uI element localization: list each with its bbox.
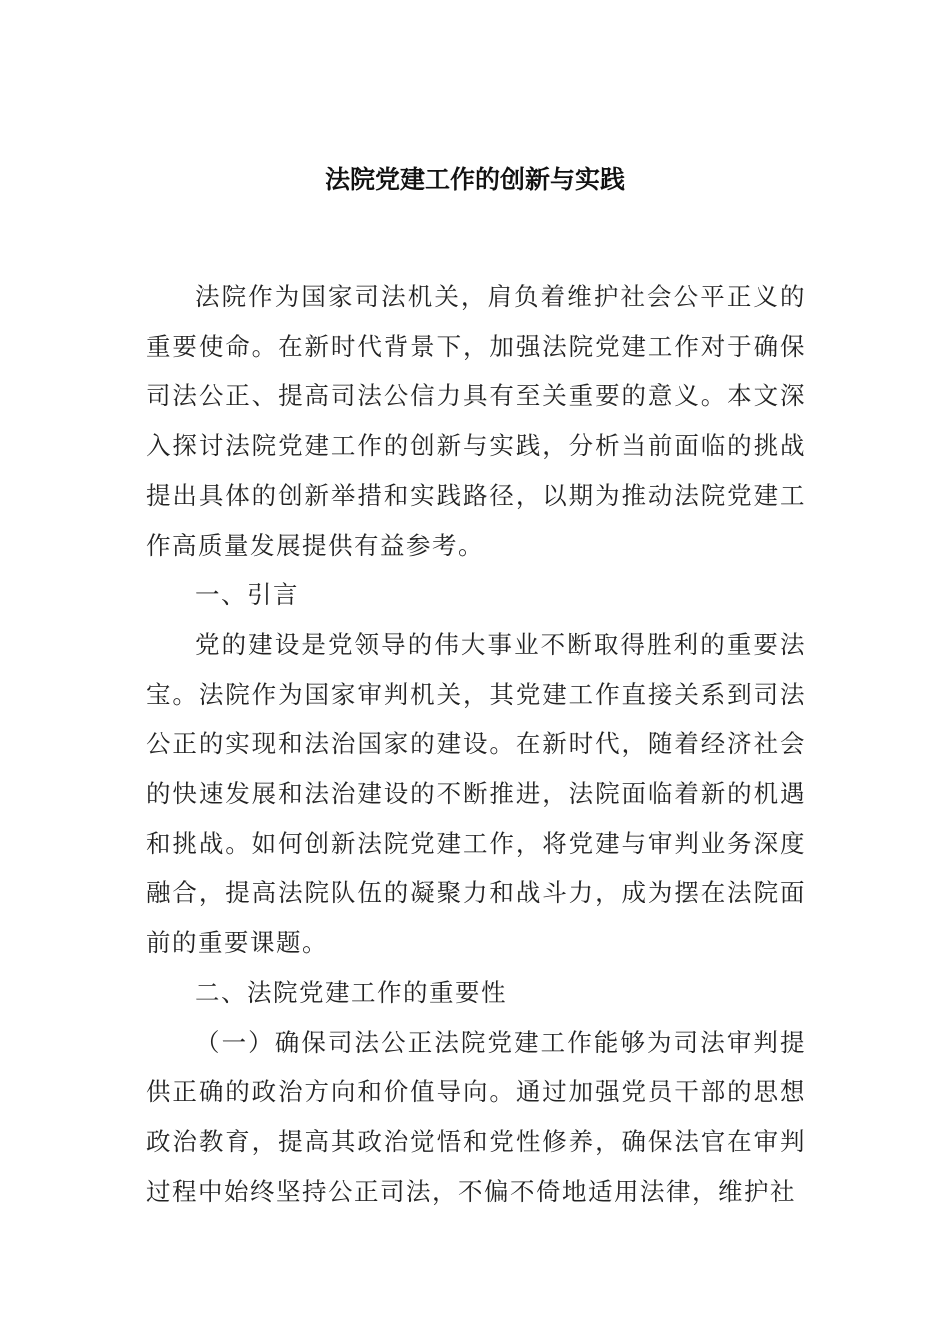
document-body (146, 272, 806, 1216)
paragraph-abstract: 法院作为国家司法机关，肩负着维护社会公平正义的重要使命。在新时代背景下，加强法院党建工作对于确保司法公正、提高司法公信力具有至关重要的意义。本文深入探讨法院党建工作的创新与实践，分析当前面临的挑战提出具体的创新举措和实践路径，以期为推动法院党建工作高质量发展提供有益参考。 (146, 282, 806, 560)
section-heading-introduction: 一、引言 (195, 580, 299, 610)
document-title: 法院党建工作的创新与实践 (324, 165, 625, 194)
paragraph-introduction: 党的建设是党领导的伟大事业不断取得胜利的重要法宝。法院作为国家审判机关，其党建工作直接关系到司法公正的实现和法治国家的建设。在新时代，随着经济社会的快速发展和法治建设的不断推进，法院面临着新的机遇和挑战。如何创新法院党建工作，将党建与审判业务深度融合，提高法院队伍的凝聚力和战斗力，成为摆在法院面前的重要课题。 (146, 629, 806, 958)
section-heading-importance: 二、法院党建工作的重要性 (195, 977, 507, 1007)
paragraph-judicial-fairness: （一）确保司法公正法院党建工作能够为司法审判提供正确的政治方向和价值导向。通过加强党员干部的思想政治教育，提高其政治觉悟和党性修养，确保法官在审判过程中始终坚持公正司法，不偏不倚地适用法律，维护社 (146, 1027, 806, 1206)
